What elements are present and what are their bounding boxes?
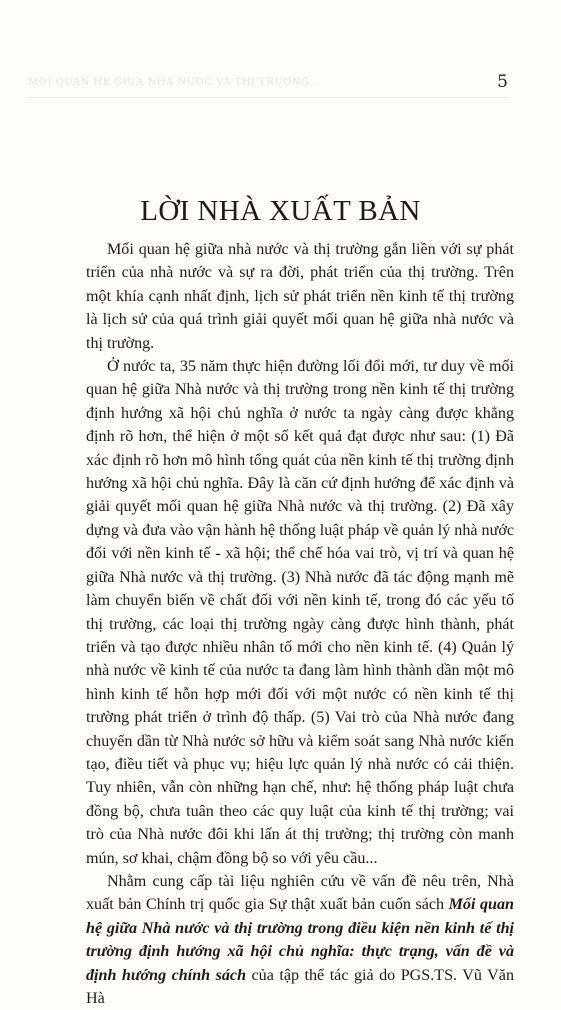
paragraph-2: Ở nước ta, 35 năm thực hiện đường lối đổi mới, tư duy về mối quan hệ giữa Nhà nước và thị trường trong nền kinh tế thị trường định hướng xã hội chủ nghĩa ở nước ta ngày càng được khẳng định rõ hơn, thể hiện ở một số kết quả đạt được như sau: (1) Đã xác định rõ hơn mô hình tổng quát của nền kinh tế thị trường định hướng xã hội chủ nghĩa. Đây là căn cứ định hướng để xác định và giải quyết mối quan hệ giữa Nhà nước và thị trường. (2) Đã xây dựng và đưa vào vận hành hệ thống luật pháp về quản lý nhà nước đối với nền kinh tế - xã hội; thể chế hóa vai trò, vị trí và quan hệ giữa Nhà nước và thị trường. (3) Nhà nước đã tác động mạnh mẽ làm chuyển biến về chất đối với nền kinh tế, trong đó các yếu tố thị trường, các loại thị trường ngày càng được hình thành, phát triển và tạo được nhiều nhân tố mới cho nền kinh tế. (4) Quản lý nhà nước về kinh tế của nước ta đang làm hình thành dần một mô hình kinh tế hỗn hợp mới đối với một nước có nền kinh tế thị trường phát triển ở trình độ thấp. (5) Vai trò của Nhà nước đang chuyển dần từ Nhà nước sở hữu và kiểm soát sang Nhà nước kiến tạo, điều tiết và phục vụ; hiệu lực quản lý nhà nước có cải thiện. Tuy nhiên, vẫn còn những hạn chế, như: hệ thống pháp luật chưa đồng bộ, chưa tuân theo các quy luật của kinh tế thị trường; vai trò của Nhà nước đôi khi lấn át thị trường; thị trường còn manh mún, sơ khai, chậm đồng bộ so với yêu cầu...: [86, 358, 514, 867]
running-title: MỐI QUAN HỆ GIỮA NHÀ NƯỚC VÀ THỊ TRƯỜNG...: [28, 76, 321, 88]
page-title: LỜI NHÀ XUẤT BẢN: [140, 195, 421, 227]
paragraph-3: [86, 870, 514, 1010]
paragraph-3-tail: của tập thể tác giả do PGS.TS. Vũ Văn Hà: [86, 966, 514, 1007]
running-header: [28, 72, 508, 92]
body-text: [86, 238, 514, 1010]
paragraph-3-lead: Nhằm cung cấp tài liệu nghiên cứu về vấn đề nêu trên, Nhà xuất bản Chính trị quốc gia Sự thật xuất bản cuốn sách: [86, 872, 514, 914]
paragraph-1: Mối quan hệ giữa nhà nước và thị trường gắn liền với sự phát triển của nhà nước và sự ra đời, phát triển của thị trường. Trên một khía cạnh nhất định, lịch sử phát triển nền kinh tế thị trường là lịch sử của quá trình giải quyết mối quan hệ giữa nhà nước và thị trường.: [86, 241, 514, 352]
book-title: Mối quan hệ giữa Nhà nước và thị trường trong điều kiện nền kinh tế thị trường định hướng xã hội chủ nghĩa: thực trạng, vấn đề và định hướng chính sách: [86, 896, 514, 984]
page-number: 5: [497, 72, 508, 92]
header-rule: [28, 97, 508, 98]
